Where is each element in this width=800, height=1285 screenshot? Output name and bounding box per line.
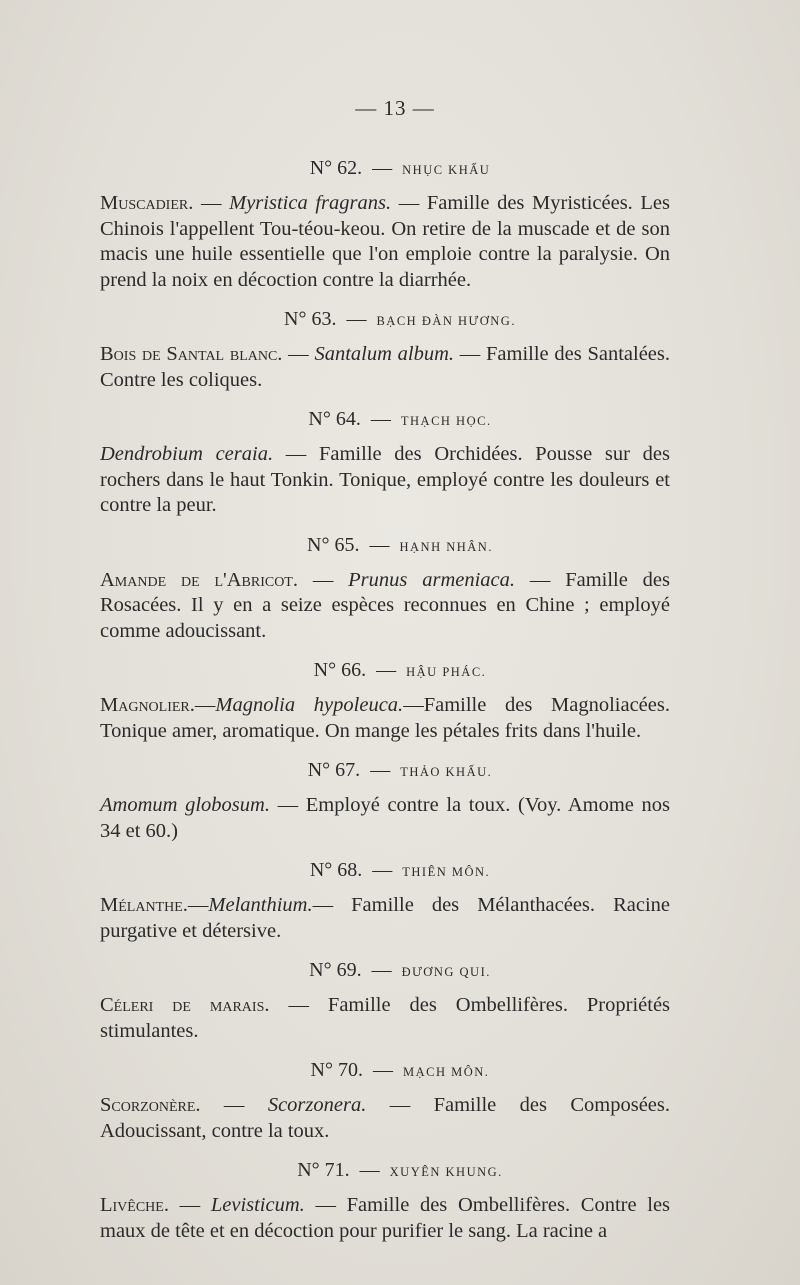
entry-65 xyxy=(100,532,670,645)
entry-number: N° 65. xyxy=(307,533,360,556)
entry-heading: N° 62. — NHỤC KHẤU xyxy=(309,157,491,179)
entry-heading: N° 63. — BẠCH ĐÀN HƯƠNG. xyxy=(284,308,516,330)
entry-body: Magnolier.—Magnolia hypoleuca.—Famille des Magnoliacées. Tonique amer, aromatique. On mange les pétales frits dans l'huile. xyxy=(100,694,670,742)
entry-heading: N° 65. — HẠNH NHÂN. xyxy=(307,533,493,556)
entry-body: Amande de l'Abricot. — Prunus armeniaca. — Famille des Rosacées. Il y en a seize espèces reconnues en Chine ; employé comme adoucissant. xyxy=(100,568,671,642)
entry-heading: N° 66. — HẬU PHÁC. xyxy=(313,659,487,681)
latin-name: Levisticum. xyxy=(210,1194,305,1216)
common-name: Mélanthe. xyxy=(100,894,188,916)
entry-62 xyxy=(100,155,670,293)
vietnamese-name: HẠNH NHÂN. xyxy=(399,539,493,554)
description: — Famille des Composées. Adoucissant, contre la toux. xyxy=(100,1094,670,1142)
entry-body xyxy=(100,793,670,844)
entry-body xyxy=(100,993,670,1044)
entry-number: N° 62. xyxy=(309,157,363,179)
description: — Famille des Rosacées. Il y en a seize espèces reconnues en Chine ; employé comme adoucissant. xyxy=(100,568,671,642)
latin-name: Amomum globosum. xyxy=(100,794,270,816)
common-name: Bois de Santal blanc. xyxy=(100,343,283,365)
entry-number: N° 66. xyxy=(313,659,367,681)
entry-body: Mélanthe.—Melanthium.— Famille des Mélanthacées. Racine purgative et détersive. xyxy=(100,894,670,942)
entry-body: Scorzonère. — Scorzonera. — Famille des Composées. Adoucissant, contre la toux. xyxy=(100,1094,670,1142)
entry-63 xyxy=(100,306,670,393)
vietnamese-name: THẠCH HỌC. xyxy=(400,414,492,428)
latin-name: Scorzonera. xyxy=(267,1094,367,1116)
entry-69 xyxy=(100,957,670,1044)
description: — Famille des Ombellifères. Contre les maux de tête et en décoction pour purifier le sang. La racine a xyxy=(100,1194,671,1242)
entry-70 xyxy=(100,1057,670,1144)
latin-name: Myristica fragrans. xyxy=(229,192,392,214)
description: — Famille des Santalées. Contre les coliques. xyxy=(100,343,671,391)
entry-number: N° 64. xyxy=(308,408,361,430)
entry-body: Bois de Santal blanc. — Santalum album. — Famille des Santalées. Contre les coliques. xyxy=(100,343,671,391)
entry-heading: N° 64. — THẠCH HỌC. xyxy=(308,408,492,430)
entry-71 xyxy=(100,1157,670,1244)
page-number: — 13 — xyxy=(355,96,435,120)
common-name: Livêche. xyxy=(100,1194,169,1216)
description: — Famille des Ombellifères. Propriétés stimulantes. xyxy=(100,994,671,1042)
latin-name: Dendrobium ceraia. xyxy=(100,443,274,465)
vietnamese-name: BẠCH ĐÀN HƯƠNG. xyxy=(376,314,516,328)
entry-number: N° 63. xyxy=(284,308,337,330)
entry-heading: N° 67. — THẢO KHẤU. xyxy=(307,759,493,781)
latin-name: Santalum album. xyxy=(314,343,455,365)
entry-body xyxy=(100,442,670,519)
vietnamese-name: HẬU PHÁC. xyxy=(406,665,487,679)
entry-body: Livêche. — Levisticum. — Famille des Ombellifères. Contre les maux de tête et en décoction pour purifier le sang. La racine a xyxy=(100,1194,671,1242)
description: — Famille des Mélanthacées. Racine purgative et détersive. xyxy=(100,894,670,942)
latin-name: Prunus armeniaca. xyxy=(348,568,516,591)
entry-number: N° 67. xyxy=(307,759,361,781)
entry-66 xyxy=(100,657,670,744)
entry-heading: N° 68. — THIÊN MÔN. xyxy=(309,859,491,881)
vietnamese-name: ĐƯƠNG QUI. xyxy=(401,965,491,979)
common-name: Amande de l'Abricot. xyxy=(100,568,298,591)
entry-number: N° 70. xyxy=(310,1059,363,1081)
vietnamese-name: THẢO KHẤU. xyxy=(400,765,493,779)
vietnamese-name: NHỤC KHẤU xyxy=(402,163,491,177)
vietnamese-name: XUYÊN KHUNG. xyxy=(389,1165,503,1179)
entry-heading: N° 70. — MẠCH MÔN. xyxy=(310,1059,490,1081)
entry-68 xyxy=(100,857,670,944)
description: — Famille des Myristicées. Les Chinois l'appellent Tou-téou-keou. On retire de la muscade et de son macis une huile essentielle que l'on emploie contre la paralysie. On prend la noix en décoction contre la diarrhée. xyxy=(100,192,671,291)
description: —Famille des Magnoliacées. Tonique amer, aromatique. On mange les pétales frits dans l'huile. xyxy=(100,694,670,742)
common-name: Céleri de marais. xyxy=(100,994,270,1016)
common-name: Scorzonère. xyxy=(100,1094,201,1116)
description: — Employé contre la toux. (Voy. Amome nos 34 et 60.) xyxy=(100,794,671,842)
entry-heading: N° 71. — XUYÊN KHUNG. xyxy=(297,1159,503,1181)
vietnamese-name: MẠCH MÔN. xyxy=(403,1065,490,1079)
entry-number: N° 71. xyxy=(297,1159,350,1181)
common-name: Muscadier. xyxy=(100,192,194,214)
entry-64 xyxy=(100,406,670,519)
latin-name: Magnolia hypoleuca. xyxy=(215,694,404,716)
entry-number: N° 69. xyxy=(309,959,362,981)
common-name: Magnolier. xyxy=(100,694,195,716)
entry-heading: N° 69. — ĐƯƠNG QUI. xyxy=(309,959,491,981)
text-block xyxy=(100,96,670,1257)
entry-number: N° 68. xyxy=(309,859,363,881)
vietnamese-name: THIÊN MÔN. xyxy=(402,865,491,879)
latin-name: Melanthium. xyxy=(208,894,313,916)
entry-body: Muscadier. — Myristica fragrans. — Famille des Myristicées. Les Chinois l'appellent Tou-téou-keou. On retire de la muscade et de son macis une huile essentielle que l'on emploie contre la paralysie. On prend la noix en décoction contre la diarrhée. xyxy=(100,192,671,291)
description: — Famille des Orchidées. Pousse sur des rochers dans le haut Tonkin. Tonique, employé contre les douleurs et contre la peur. xyxy=(100,443,670,516)
entry-67 xyxy=(100,757,670,844)
